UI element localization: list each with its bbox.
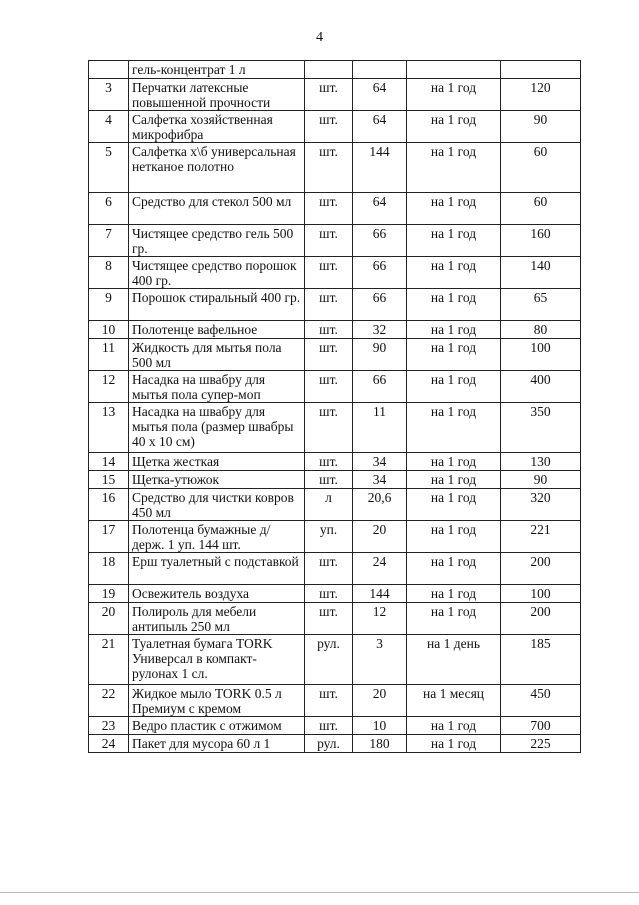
item-quantity: 3: [353, 635, 407, 685]
item-price: 700: [501, 717, 581, 735]
item-price: 60: [501, 143, 581, 193]
item-name: Насадка на швабру для мытья пола супер-моп: [129, 371, 305, 403]
item-unit: шт.: [305, 225, 353, 257]
row-number: 4: [89, 111, 129, 143]
item-price: 120: [501, 79, 581, 111]
item-price: 200: [501, 603, 581, 635]
row-number: 15: [89, 471, 129, 489]
item-name: Насадка на швабру для мытья пола (размер швабры 40 х 10 см): [129, 403, 305, 453]
item-name: Жидкость для мытья пола 500 мл: [129, 339, 305, 371]
item-name: Полироль для мебели антипыль 250 мл: [129, 603, 305, 635]
table-row: [89, 521, 581, 553]
item-price: 100: [501, 585, 581, 603]
item-period: на 1 месяц: [407, 685, 501, 717]
row-number: 21: [89, 635, 129, 685]
item-unit: шт.: [305, 321, 353, 339]
row-number: 10: [89, 321, 129, 339]
item-quantity: 20: [353, 521, 407, 553]
item-period: на 1 год: [407, 339, 501, 371]
table-row: [89, 111, 581, 143]
item-period: на 1 год: [407, 257, 501, 289]
row-number: 6: [89, 193, 129, 225]
item-unit: шт.: [305, 79, 353, 111]
item-unit: шт.: [305, 717, 353, 735]
row-number: 13: [89, 403, 129, 453]
item-name: Щетка-утюжок: [129, 471, 305, 489]
row-number: [89, 61, 129, 79]
table-row: [89, 685, 581, 717]
table-row: [89, 143, 581, 193]
item-name: Порошок стиральный 400 гр.: [129, 289, 305, 321]
item-unit: шт.: [305, 403, 353, 453]
item-quantity: 66: [353, 225, 407, 257]
item-quantity: 180: [353, 735, 407, 753]
item-name: Чистящее средство гель 500 гр.: [129, 225, 305, 257]
item-period: на 1 год: [407, 471, 501, 489]
item-price: 140: [501, 257, 581, 289]
item-period: на 1 день: [407, 635, 501, 685]
item-period: на 1 год: [407, 489, 501, 521]
table-row: [89, 585, 581, 603]
item-period: на 1 год: [407, 321, 501, 339]
row-number: 20: [89, 603, 129, 635]
item-quantity: 20,6: [353, 489, 407, 521]
item-price: 65: [501, 289, 581, 321]
item-price: 400: [501, 371, 581, 403]
row-number: 23: [89, 717, 129, 735]
item-unit: шт.: [305, 471, 353, 489]
item-unit: шт.: [305, 289, 353, 321]
item-price: 350: [501, 403, 581, 453]
row-number: 24: [89, 735, 129, 753]
item-unit: шт.: [305, 553, 353, 585]
table-row: [89, 553, 581, 585]
item-price: [501, 61, 581, 79]
table-row: [89, 321, 581, 339]
row-number: 19: [89, 585, 129, 603]
item-price: 100: [501, 339, 581, 371]
item-unit: шт.: [305, 111, 353, 143]
item-period: на 1 год: [407, 79, 501, 111]
item-quantity: 144: [353, 585, 407, 603]
item-price: 90: [501, 471, 581, 489]
item-name: Полотенца бумажные д/держ. 1 уп. 144 шт.: [129, 521, 305, 553]
item-period: на 1 год: [407, 717, 501, 735]
item-name: Освежитель воздуха: [129, 585, 305, 603]
item-price: 221: [501, 521, 581, 553]
row-number: 17: [89, 521, 129, 553]
item-quantity: 64: [353, 79, 407, 111]
item-unit: шт.: [305, 685, 353, 717]
item-period: на 1 год: [407, 553, 501, 585]
item-period: на 1 год: [407, 193, 501, 225]
table-row: [89, 339, 581, 371]
items-table: [88, 60, 581, 753]
table-row: [89, 735, 581, 753]
item-quantity: 64: [353, 193, 407, 225]
row-number: 5: [89, 143, 129, 193]
table-row: [89, 79, 581, 111]
item-price: 450: [501, 685, 581, 717]
item-name: Пакет для мусора 60 л 1: [129, 735, 305, 753]
item-name: Перчатки латексные повышенной прочности: [129, 79, 305, 111]
item-unit: шт.: [305, 603, 353, 635]
item-period: [407, 61, 501, 79]
table-row: [89, 193, 581, 225]
item-unit: л: [305, 489, 353, 521]
row-number: 9: [89, 289, 129, 321]
item-name: Ведро пластик с отжимом: [129, 717, 305, 735]
item-quantity: 34: [353, 471, 407, 489]
item-unit: шт.: [305, 371, 353, 403]
item-price: 225: [501, 735, 581, 753]
item-unit: [305, 61, 353, 79]
row-number: 14: [89, 453, 129, 471]
item-unit: рул.: [305, 635, 353, 685]
item-name: Салфетка х\б универсальная нетканое полотно: [129, 143, 305, 193]
table-row: [89, 471, 581, 489]
item-name: Полотенце вафельное: [129, 321, 305, 339]
item-unit: шт.: [305, 339, 353, 371]
item-unit: уп.: [305, 521, 353, 553]
table-row: [89, 371, 581, 403]
item-quantity: 11: [353, 403, 407, 453]
item-name: Щетка жесткая: [129, 453, 305, 471]
table-row: [89, 403, 581, 453]
item-period: на 1 год: [407, 603, 501, 635]
item-period: на 1 год: [407, 521, 501, 553]
item-unit: шт.: [305, 585, 353, 603]
item-price: 80: [501, 321, 581, 339]
item-price: 90: [501, 111, 581, 143]
page-bottom-divider: [0, 892, 639, 893]
row-number: 11: [89, 339, 129, 371]
item-quantity: 64: [353, 111, 407, 143]
item-unit: шт.: [305, 143, 353, 193]
item-quantity: 90: [353, 339, 407, 371]
item-name: Жидкое мыло TORK 0.5 л Премиум с кремом: [129, 685, 305, 717]
item-name: Чистящее средство порошок 400 гр.: [129, 257, 305, 289]
items-table-body: [89, 61, 581, 753]
item-name: Туалетная бумага TORK Универсал в компакт-рулонах 1 сл.: [129, 635, 305, 685]
table-row: [89, 225, 581, 257]
item-unit: шт.: [305, 193, 353, 225]
item-quantity: 10: [353, 717, 407, 735]
item-period: на 1 год: [407, 403, 501, 453]
row-number: 3: [89, 79, 129, 111]
item-name: Салфетка хозяйственная микрофибра: [129, 111, 305, 143]
item-unit: шт.: [305, 453, 353, 471]
item-price: 60: [501, 193, 581, 225]
item-quantity: 24: [353, 553, 407, 585]
item-name: Средство для чистки ковров 450 мл: [129, 489, 305, 521]
item-period: на 1 год: [407, 371, 501, 403]
row-number: 12: [89, 371, 129, 403]
item-price: 160: [501, 225, 581, 257]
item-price: 200: [501, 553, 581, 585]
row-number: 22: [89, 685, 129, 717]
item-price: 320: [501, 489, 581, 521]
row-number: 7: [89, 225, 129, 257]
item-name: гель-концентрат 1 л: [129, 61, 305, 79]
item-period: на 1 год: [407, 585, 501, 603]
table-row: [89, 635, 581, 685]
item-price: 130: [501, 453, 581, 471]
item-period: на 1 год: [407, 735, 501, 753]
item-name: Ерш туалетный с подставкой: [129, 553, 305, 585]
item-quantity: 34: [353, 453, 407, 471]
page-number: 4: [316, 30, 323, 45]
table-row: [89, 453, 581, 471]
item-quantity: 32: [353, 321, 407, 339]
item-quantity: [353, 61, 407, 79]
item-unit: шт.: [305, 257, 353, 289]
row-number: 18: [89, 553, 129, 585]
table-row-continuation: [89, 61, 581, 79]
item-period: на 1 год: [407, 453, 501, 471]
row-number: 16: [89, 489, 129, 521]
item-unit: рул.: [305, 735, 353, 753]
item-period: на 1 год: [407, 143, 501, 193]
row-number: 8: [89, 257, 129, 289]
item-quantity: 12: [353, 603, 407, 635]
item-period: на 1 год: [407, 111, 501, 143]
item-period: на 1 год: [407, 225, 501, 257]
table-row: [89, 289, 581, 321]
table-row: [89, 603, 581, 635]
item-period: на 1 год: [407, 289, 501, 321]
item-quantity: 20: [353, 685, 407, 717]
item-quantity: 66: [353, 257, 407, 289]
table-row: [89, 489, 581, 521]
item-name: Средство для стекол 500 мл: [129, 193, 305, 225]
table-row: [89, 717, 581, 735]
item-quantity: 66: [353, 289, 407, 321]
item-quantity: 66: [353, 371, 407, 403]
item-quantity: 144: [353, 143, 407, 193]
item-price: 185: [501, 635, 581, 685]
table-row: [89, 257, 581, 289]
